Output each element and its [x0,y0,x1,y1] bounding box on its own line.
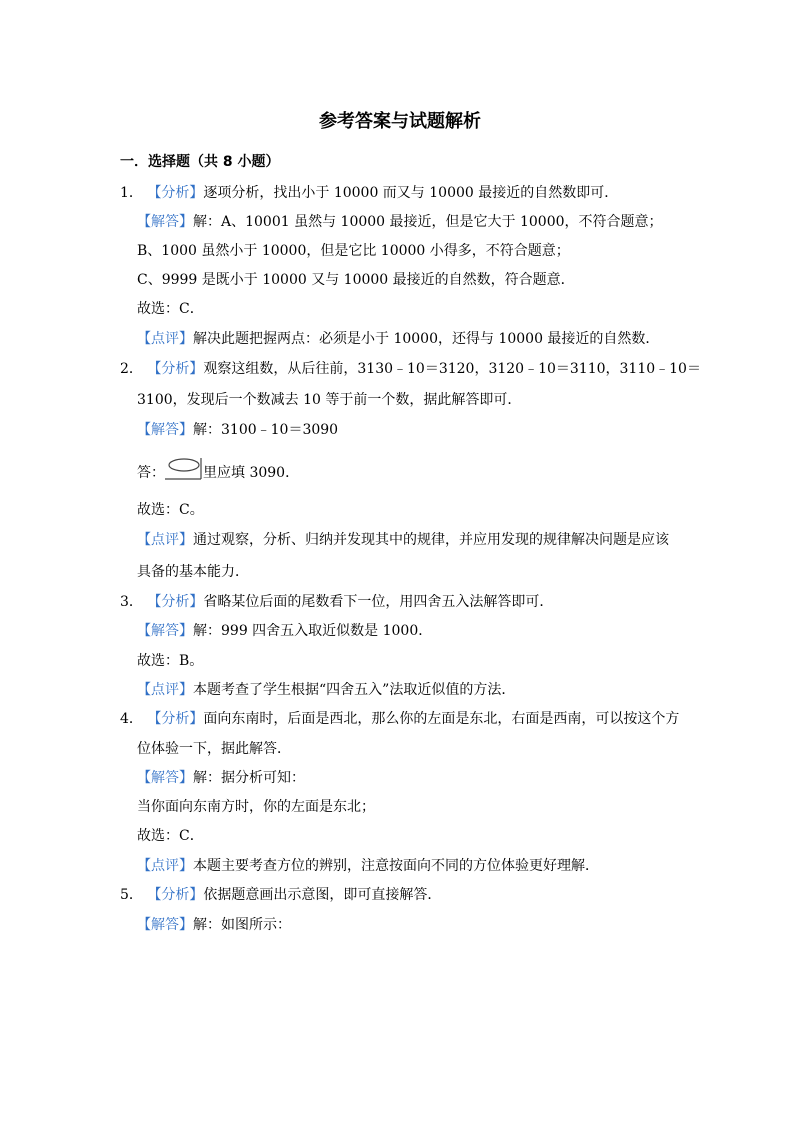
choice-line: 故选：C。 [137,502,204,518]
answer-text: 解：如图所示： [193,917,291,933]
answer-suffix: 里应填 3090． [203,465,300,481]
answer-tag: 【解答】 [137,422,193,438]
answer-line: 当你面向东南方时，你的左面是东北； [137,799,375,815]
analysis-text: 逐项分析，找出小于 10000 而又与 10000 最接近的自然数即可． [203,185,619,201]
comment-text: 通过观察，分析、归纳并发现其中的规律，并应用发现的规律解决问题是应该 [193,532,669,548]
answer-line: C、9999 是既小于 10000 又与 10000 最接近的自然数，符合题意． [137,272,575,288]
answer-text: 解：999 四舍五入取近似数是 1000． [193,623,433,639]
question-number: 1． [120,185,143,201]
analysis-text: 省略某位后面的尾数看下一位，用四舍五入法解答即可． [203,594,554,610]
answer-text: 解：3100﹣10＝3090 [193,422,339,438]
page-title: 参考答案与试题解析 [319,111,481,132]
oval-blank-icon [165,460,201,480]
analysis-tag: 【分析】 [147,361,204,377]
question-4-analysis [120,709,679,729]
question-number: 4． [120,711,143,727]
question-4-comment [137,856,599,876]
analysis-text: 观察这组数，从后往前，3130﹣10＝3120，3120﹣10＝3110，3110﹣10＝ [203,361,701,377]
question-1-comment [137,329,659,349]
comment-tag: 【点评】 [137,682,193,698]
answer-tag: 【解答】 [137,623,193,639]
answer-line [137,460,299,483]
comment-line: 具备的基本能力． [137,564,249,580]
question-3-analysis [120,592,553,612]
question-5-answer [137,915,291,935]
question-number: 5． [120,887,143,903]
answer-tag: 【解答】 [137,770,193,786]
choice-line: 故选：C． [137,301,204,317]
analysis-tag: 【分析】 [147,594,204,610]
analysis-line: 3100，发现后一个数减去 10 等于前一个数，据此解答即可． [137,392,522,408]
answer-tag: 【解答】 [137,214,193,230]
question-1-answer [137,212,663,232]
choice-line: 故选：C． [137,828,204,844]
question-1-analysis [120,183,618,203]
comment-text: 本题考查了学生根据“四舍五入”法取近似值的方法． [193,682,516,698]
analysis-text: 依据题意画出示意图，即可直接解答． [203,887,442,903]
answer-text: 解：A、10001 虽然与 10000 最接近，但是它大于 10000，不符合题意； [193,214,663,230]
question-number: 2． [120,361,143,377]
comment-tag: 【点评】 [137,858,193,874]
question-2-analysis [120,359,701,379]
analysis-line: 位体验一下，据此解答． [137,741,291,757]
question-number: 3． [120,594,143,610]
choice-line: 故选：B。 [137,653,204,669]
analysis-text: 面向东南时，后面是西北，那么你的左面是东北，右面是西南，可以按这个方 [203,711,680,727]
answer-line: B、1000 虽然小于 10000，但是它比 10000 小得多，不符合题意； [137,243,570,259]
answer-prefix: 答： [137,465,165,481]
question-2-answer [137,420,338,440]
comment-text: 解决此题把握两点：必须是小于 10000，还得与 10000 最接近的自然数． [193,331,660,347]
question-3-answer [137,621,432,641]
analysis-tag: 【分析】 [147,185,204,201]
comment-tag: 【点评】 [137,532,193,548]
comment-text: 本题主要考查方位的辨别，注意按面向不同的方位体验更好理解． [193,858,599,874]
question-5-analysis [120,885,441,905]
section-heading: 一．选择题（共 8 小题） [120,154,280,170]
analysis-tag: 【分析】 [147,887,204,903]
question-4-answer [137,768,305,788]
question-3-comment [137,680,515,700]
answer-text: 解：据分析可知： [193,770,305,786]
question-2-comment [137,530,669,550]
analysis-tag: 【分析】 [147,711,204,727]
answer-tag: 【解答】 [137,917,193,933]
comment-tag: 【点评】 [137,331,193,347]
